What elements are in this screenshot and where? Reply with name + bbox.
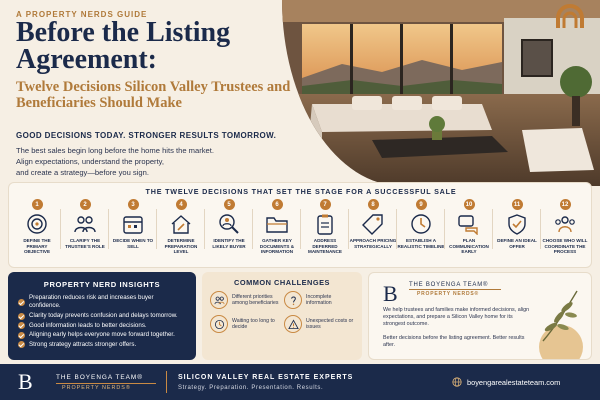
insights-title: PROPERTY NERD INSIGHTS [43, 280, 161, 289]
page-title: Before the Listing Agreement: [16, 17, 231, 75]
step-number: 11 [512, 199, 523, 210]
card-description: We help trustees and families make informed decisions, align expectations, and prepare a Silicon Valley home for its strongest outcome. [383, 307, 530, 328]
footer-team-sub: PROPERTY NERDS® [62, 385, 131, 391]
decision-step-1 [13, 199, 61, 265]
decision-step-8 [349, 199, 397, 265]
challenges-panel [202, 272, 362, 360]
step-number: 8 [368, 199, 379, 210]
folder-icon [263, 212, 291, 236]
insight-text: Aligning early helps everyone move forward together. [29, 331, 175, 339]
challenge-item [284, 315, 354, 333]
insight-text: Strong strategy attracts stronger offers. [29, 340, 137, 348]
boyenga-name: THE BOYENGA TEAM® [409, 282, 489, 288]
step-label: DEFINE AN IDEAL OFFER [497, 238, 537, 249]
step-label: PLAN COMMUNICATION EARLY [449, 238, 489, 255]
insight-text: Preparation reduces risk and increases buyer confidence. [29, 294, 154, 310]
check-icon [18, 332, 25, 339]
step-number: 10 [464, 199, 475, 210]
footer-logo-mark: B [18, 369, 33, 394]
decision-step-10 [445, 199, 493, 265]
step-label: GATHER KEY DOCUMENTS & INFORMATION [259, 238, 295, 255]
insight-item [18, 294, 186, 311]
insights-panel [8, 272, 196, 360]
step-label: ESTABLISH A REALISTIC TIMELINE [397, 238, 445, 249]
search-person-icon [215, 212, 243, 236]
check-icon [18, 299, 25, 306]
people-icon [210, 291, 228, 309]
hero-section [0, 0, 600, 186]
challenge-text: Waiting too long to decide [232, 317, 275, 330]
price-tag-icon [359, 212, 387, 236]
divider-line [409, 289, 501, 290]
step-number: 9 [416, 199, 427, 210]
shield-check-icon [503, 212, 531, 236]
living-room-photo [282, 0, 600, 186]
decision-steps [13, 199, 589, 265]
footer-bar [0, 364, 600, 400]
boyenga-subname: PROPERTY NERDS® [417, 291, 479, 297]
challenge-item [210, 315, 280, 333]
warning-icon [284, 315, 302, 333]
decision-step-9 [397, 199, 445, 265]
challenge-text: Unexpected costs or issues [306, 317, 354, 330]
step-label: ADDRESS DEFERRED MAINTENANCE [308, 238, 342, 255]
decision-step-6 [253, 199, 301, 265]
guide-eyebrow: A PROPERTY NERDS GUIDE [16, 10, 148, 19]
target-icon [23, 212, 51, 236]
step-number: 1 [32, 199, 43, 210]
website-link[interactable] [452, 377, 560, 387]
insight-item [18, 312, 186, 320]
intro-line: The best sales begin long before the home hits the market. [16, 146, 214, 155]
decisions-title: THE TWELVE DECISIONS THAT SET THE STAGE FOR A SUCCESSFUL SALE [145, 187, 457, 196]
step-number: 2 [80, 199, 91, 210]
decision-step-5 [205, 199, 253, 265]
decision-step-3 [109, 199, 157, 265]
intro-line: Align expectations, understand the property, [16, 157, 165, 166]
step-label: IDENTIFY THE LIKELY BUYER [212, 238, 246, 249]
decision-step-7 [301, 199, 349, 265]
check-icon [18, 313, 25, 320]
step-label: CLARIFY THE TRUSTEE'S ROLE [65, 238, 105, 249]
team-icon [551, 212, 579, 236]
footer-subtagline: Strategy. Preparation. Presentation. Results. [178, 385, 324, 391]
insight-item [18, 341, 186, 349]
footer-divider [166, 371, 167, 393]
insight-text: Good information leads to better decisions. [29, 321, 147, 329]
intro-line: and create a strategy—before you sign. [16, 168, 149, 177]
decision-step-11 [493, 199, 541, 265]
check-icon [18, 322, 25, 329]
insight-text: Clarity today prevents confusion and delays tomorrow. [29, 312, 178, 319]
insight-item [18, 331, 186, 339]
arch-logo-icon [555, 4, 585, 28]
boyenga-card [368, 272, 592, 360]
challenge-item [284, 291, 354, 309]
step-number: 12 [560, 199, 571, 210]
website-text[interactable]: boyengarealestateteam.com [467, 377, 561, 387]
divider-line [56, 383, 156, 384]
people-icon [71, 212, 99, 236]
step-number: 4 [176, 199, 187, 210]
challenge-text: Different priorities among beneficiaries [232, 293, 279, 306]
challenge-text: Incomplete information [306, 293, 332, 306]
decision-step-12 [541, 199, 589, 265]
step-number: 3 [128, 199, 139, 210]
challenges-grid [210, 291, 354, 333]
step-label: DEFINE THE PRIMARY OBJECTIVE [23, 238, 51, 255]
decision-step-4 [157, 199, 205, 265]
insight-item [18, 322, 186, 330]
decisions-panel [8, 182, 592, 268]
step-number: 6 [272, 199, 283, 210]
step-label: CHOOSE WHO WILL COORDINATE THE PROCESS [542, 238, 588, 255]
footer-team-name: THE BOYENGA TEAM® [56, 374, 143, 381]
page-subtitle: Twelve Decisions Silicon Valley Trustees and Beneficiaries Should Make [16, 79, 291, 111]
step-label: APPROACH PRICING STRATEGICALLY [349, 238, 397, 249]
challenge-item [210, 291, 280, 309]
clock-icon [407, 212, 435, 236]
step-number: 5 [224, 199, 235, 210]
leaf-branch-icon [537, 287, 581, 343]
boyenga-logo-mark: B [383, 281, 398, 306]
check-icon [18, 341, 25, 348]
house-tools-icon [167, 212, 195, 236]
card-closing: Better decisions before the listing agreement. Better results after. [383, 335, 525, 349]
decision-step-2 [61, 199, 109, 265]
chat-icon [455, 212, 483, 236]
intro-text [16, 145, 296, 178]
globe-icon [452, 377, 462, 387]
clock-icon [210, 315, 228, 333]
tagline: GOOD DECISIONS TODAY. STRONGER RESULTS TOMORROW. [16, 131, 277, 140]
clipboard-icon [311, 212, 339, 236]
step-label: DECIDE WHEN TO SELL [112, 238, 154, 249]
step-number: 7 [320, 199, 331, 210]
calendar-icon [119, 212, 147, 236]
step-label: DETERMINE PREPARATION LEVEL [164, 238, 198, 255]
footer-tagline: SILICON VALLEY REAL ESTATE EXPERTS [178, 374, 354, 381]
question-icon [284, 291, 302, 309]
challenges-title: COMMON CHALLENGES [234, 278, 330, 287]
